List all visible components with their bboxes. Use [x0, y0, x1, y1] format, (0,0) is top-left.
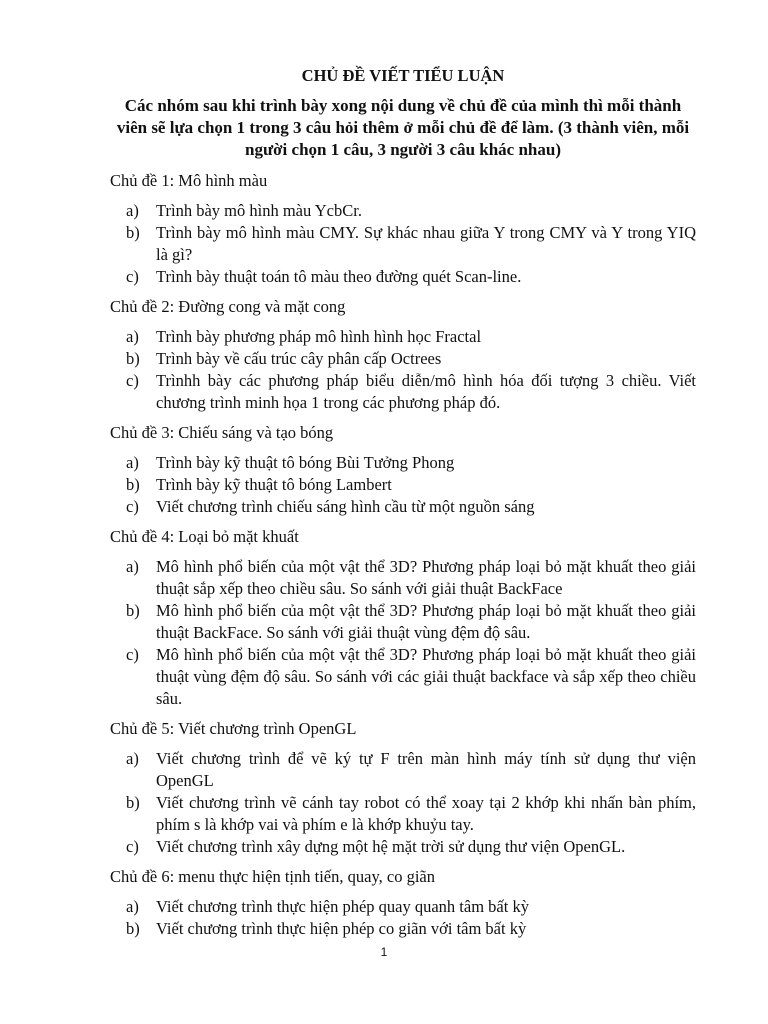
topic-heading: Chủ đề 4: Loại bỏ mặt khuất: [110, 527, 299, 546]
question-marker: c): [126, 497, 139, 516]
document-page: [110, 66, 696, 948]
question-marker: b): [126, 919, 140, 938]
question-item: [110, 896, 696, 918]
question-marker: b): [126, 475, 140, 494]
question-item: [110, 918, 696, 940]
question-item: [110, 496, 696, 518]
document-title: CHỦ ĐỀ VIẾT TIỂU LUẬN: [301, 66, 505, 85]
question-marker: c): [126, 837, 139, 856]
question-item: [110, 748, 696, 792]
question-item: [110, 348, 696, 370]
question-item: [110, 200, 696, 222]
question-text: Trình bày thuật toán tô màu theo đường quét Scan-line.: [156, 267, 522, 286]
question-marker: c): [126, 371, 139, 390]
question-list: [110, 748, 696, 858]
question-text: Viết chương trình thực hiện phép co giãn với tâm bất kỳ: [156, 919, 527, 938]
question-item: [110, 474, 696, 496]
document-intro: Các nhóm sau khi trình bày xong nội dung về chủ đề của mình thì mỗi thành viên sẽ lựa chọn 1 trong 3 câu hỏi thêm ở mỗi chủ đề để làm. (3 thành viên, mỗi người chọn 1 câu, 3 người 3 câu khác nhau): [116, 96, 690, 159]
question-text: Trình bày về cấu trúc cây phân cấp Octrees: [156, 349, 442, 368]
question-item: [110, 600, 696, 644]
question-list: [110, 200, 696, 288]
question-item: [110, 222, 696, 266]
question-text: Mô hình phổ biến của một vật thể 3D? Phương pháp loại bỏ mặt khuất theo giải thuật sắp xếp theo chiều sâu. So sánh với giải thuật BackFace: [156, 557, 696, 598]
topic-section: [110, 526, 696, 710]
question-marker: b): [126, 349, 140, 368]
question-text: Trình bày phương pháp mô hình hình học Fractal: [156, 327, 482, 346]
question-text: Mô hình phổ biến của một vật thể 3D? Phương pháp loại bỏ mặt khuất theo giải thuật vùng đệm độ sâu. So sánh với các giải thuật backface và sắp xếp theo chiều sâu.: [156, 645, 696, 708]
question-text: Viết chương trình xây dựng một hệ mặt trời sử dụng thư viện OpenGL.: [156, 837, 626, 856]
topic-section: [110, 296, 696, 414]
question-item: [110, 452, 696, 474]
topic-section: [110, 718, 696, 858]
topic-heading: Chủ đề 5: Viết chương trình OpenGL: [110, 719, 357, 738]
question-marker: a): [126, 897, 139, 916]
question-text: Mô hình phổ biến của một vật thể 3D? Phương pháp loại bỏ mặt khuất theo giải thuật BackFace. So sánh với giải thuật vùng đệm độ sâu.: [156, 601, 696, 642]
question-marker: a): [126, 327, 139, 346]
topic-heading: Chủ đề 3: Chiếu sáng và tạo bóng: [110, 423, 334, 442]
question-marker: c): [126, 645, 139, 664]
question-item: [110, 266, 696, 288]
question-item: [110, 836, 696, 858]
question-text: Trìnhh bày các phương pháp biểu diễn/mô hình hóa đối tượng 3 chiều. Viết chương trình minh họa 1 trong các phương pháp đó.: [156, 371, 696, 412]
question-text: Viết chương trình chiếu sáng hình cầu từ một nguồn sáng: [156, 497, 535, 516]
question-item: [110, 644, 696, 710]
topic-heading: Chủ đề 6: menu thực hiện tịnh tiến, quay, co giãn: [110, 867, 435, 886]
question-marker: c): [126, 267, 139, 286]
question-text: Trình bày mô hình màu YcbCr.: [156, 201, 362, 220]
question-list: [110, 326, 696, 414]
topic-section: [110, 422, 696, 518]
question-marker: a): [126, 201, 139, 220]
question-marker: a): [126, 557, 139, 576]
question-item: [110, 370, 696, 414]
question-text: Trình bày mô hình màu CMY. Sự khác nhau giữa Y trong CMY và Y trong YIQ là gì?: [156, 223, 696, 264]
question-marker: a): [126, 749, 139, 768]
topic-heading: Chủ đề 1: Mô hình màu: [110, 171, 268, 190]
question-text: Viết chương trình để vẽ ký tự F trên màn hình máy tính sử dụng thư viện OpenGL: [156, 749, 696, 790]
question-text: Trình bày kỹ thuật tô bóng Lambert: [156, 475, 392, 494]
question-marker: a): [126, 453, 139, 472]
topic-section: [110, 866, 696, 940]
question-marker: b): [126, 601, 140, 620]
question-marker: b): [126, 793, 140, 812]
question-text: Trình bày kỹ thuật tô bóng Bùi Tưởng Phong: [156, 453, 455, 472]
topic-heading: Chủ đề 2: Đường cong và mặt cong: [110, 297, 346, 316]
question-item: [110, 326, 696, 348]
question-list: [110, 896, 696, 940]
question-text: Viết chương trình thực hiện phép quay quanh tâm bất kỳ: [156, 897, 529, 916]
question-marker: b): [126, 223, 140, 242]
question-item: [110, 792, 696, 836]
question-item: [110, 556, 696, 600]
page-number: 1: [380, 945, 388, 959]
topic-section: [110, 170, 696, 288]
question-list: [110, 556, 696, 710]
topic-list: [110, 170, 696, 940]
question-text: Viết chương trình vẽ cánh tay robot có thể xoay tại 2 khớp khi nhấn bàn phím, phím s là khớp vai và phím e là khớp khuỷu tay.: [156, 793, 696, 834]
question-list: [110, 452, 696, 518]
